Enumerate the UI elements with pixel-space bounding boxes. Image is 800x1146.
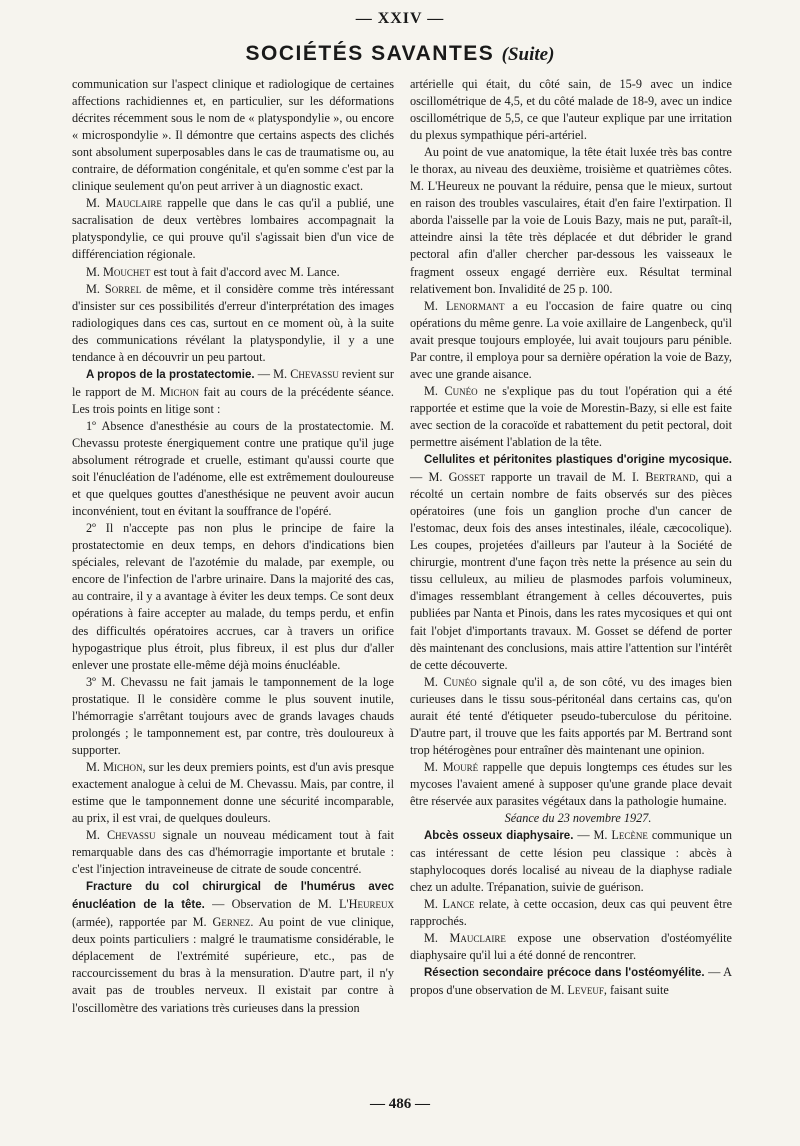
section-title-suite: (Suite) <box>501 44 555 65</box>
paragraph <box>410 451 732 674</box>
paragraph-text: est tout à fait d'accord avec M. Lance. <box>150 264 340 279</box>
left-column <box>72 76 394 1017</box>
paragraph <box>72 366 394 418</box>
paragraph-text: — M. <box>573 828 612 843</box>
author-name: M. Lenormant <box>424 298 505 313</box>
paragraph <box>72 759 394 827</box>
paragraph-text: — Observation de M. L' <box>204 897 349 912</box>
section-title <box>0 42 800 66</box>
paragraph-text: relate, à cette occasion, deux cas qui peuvent être rapprochés. <box>410 897 733 929</box>
paragraph <box>72 878 394 1016</box>
paragraph-text: fait au cours de la précédente séance. Les trois points en litige sont : <box>72 384 394 416</box>
author-name: Chevassu <box>290 366 339 381</box>
paragraph: communication sur l'aspect clinique et radiologique de certaines affections rachidiennes et, en particulier, sur les déformations décrites récemment sous le nom de « platyspondylie », ou encore « microspondylie ». Il démontre que certains aspects des clichés sont absolument superposables dans le cas de traumatisme ou, au contraire, de déformation congénitale, et qu'en somme c'est par la clinique seulement qu'on peut arriver à un diagnostic exact. <box>72 77 394 194</box>
paragraph-text: — A propos d'une observation de M. <box>410 965 733 998</box>
section-heading: A propos de la prostatectomie. <box>86 368 255 381</box>
paragraph-text: a eu l'occasion de faire quatre ou cinq opérations du même genre. La voie axillaire de Langenbeck, qu'il avait presque toujours employée, lui avait toujours paru pénible. Par contre, il employa pour sa dernière opération la voie de Bazy, avec une grande aisance. <box>410 298 732 381</box>
section-heading: Cellulites et péritonites plastiques d'origine mycosique. <box>424 454 732 467</box>
author-name: M. Mouré <box>424 759 479 774</box>
paragraph-text: signale qu'il a, de son côté, vu des images bien curieuses dans le tissu sous-péritonéal dans certains cas, qu'on aurait été tenté d'étiqueter pseudo-tuberculose du péritoine. D'autre part, il trouve que les faits apportés par M. Bertrand sont trop hétérogènes pour entraîner dès maintenant une opinion. <box>410 674 732 757</box>
author-name: Bertrand <box>645 470 696 485</box>
paragraph <box>410 298 732 383</box>
section-heading: Abcès osseux diaphysaire. <box>424 830 574 843</box>
paragraph <box>410 383 732 451</box>
paragraph <box>72 264 394 281</box>
section-title-text: SOCIÉTÉS SAVANTES <box>245 42 495 65</box>
section-heading: Résection secondaire précoce dans l'ostéomyélite. <box>424 967 705 980</box>
paragraph-text: rappelle que depuis longtemps ces études sur les mycoses l'avaient amené à supposer qu'une grande place devait être réservée aux parasites végétaux dans la pathologie humaine. <box>410 759 732 808</box>
author-name: M. Chevassu <box>86 828 156 843</box>
paragraph-text: , qui a récolté un certain nombre de faits observés sur des pièces opératoires (une fois un ganglion proche d'un cancer de l'estomac, deux fois des anses intestinales, iléale, cæcocolique). Les coupes, projetées d'ailleurs par l'auteur à la Société de chirurgie, montrent d'une façon très nette la présence au sein du tissu celluleux, au milieu de plasmodes parfois volumineux, d'images ressemblant étrangement à celles découvertes, puis publiées par Nanta et Pinois, dans les rates mycosiques et qui ont fait l'objet d'importants travaux. M. Gosset se défend de porter dès maintenant des conclusions, mais attire l'attention sur l'intérêt de cette découverte. <box>410 470 732 672</box>
author-name: Heureux <box>348 897 394 912</box>
author-name: M. Mauclaire <box>86 196 162 211</box>
paragraph-text: (armée), rapportée par M. <box>72 915 213 930</box>
paragraph <box>72 827 394 878</box>
author-name: M. Cunéo <box>424 674 477 689</box>
paragraph <box>410 896 732 930</box>
paragraph-text: . Au point de vue clinique, deux points particuliers : malgré le traumatisme considérable, le déplacement de l'extrémité supérieure, etc., pas de raccourcissement du bras à la mensuration. D'autre part, il n'y avait pas de troubles nerveux. Il existait par contre à l'oscillomètre des variations très curieuses dans la pression <box>72 915 394 1015</box>
paragraph-text: rappelle que dans le cas qu'il a publié, une sacralisation de deux vertèbres lombaires accompagnait la platyspondylie, ce qui prouve qu'il s'agissait bien d'un vice de différenciation régionale. <box>72 196 394 262</box>
paragraph <box>410 759 732 810</box>
author-name: M. Sorrel <box>86 281 142 296</box>
paragraph: 1º Absence d'anesthésie au cours de la prostatectomie. M. Chevassu proteste énergiquement contre une pratique qu'il juge absolument rétrograde et cruelle, estimant qu'aussi courte que soit l'énucléation de l'adénome, elle est extrêmement douloureuse et que quelques gouttes d'anesthésique ne peuvent avoir aucun inconvénient, tout en évitant la souffrance de l'opéré. <box>72 418 394 519</box>
section-heading: Fracture du col chirurgical de l'humérus avec énucléation de la tête. <box>72 881 394 912</box>
paragraph-text: — M. <box>410 470 449 485</box>
paragraph: 2º Il n'accepte pas non plus le principe de faire la prostatectomie en deux temps, en dehors d'indications bien spéciales, relevant de l'azotémie du malade, par exemple, ou encore de l'infection de l'arbre urinaire. Dans la majorité des cas, au contraire, il y a avantage à éviter les deux temps. Ce sont deux opérations à faire accepter au malade, du temps perdu, et enfin des difficultés opératoires accrues, car à travers un orifice hypogastrique plus étroit, plus fibreux, il est plus dur d'aller enlever une prostate elle-même déjà moins énucléable. <box>72 521 394 672</box>
author-name: M. Mauclaire <box>424 931 506 946</box>
session-date: Séance du 23 novembre 1927. <box>504 811 652 826</box>
author-name: M. Cunéo <box>424 383 478 398</box>
paragraph: artérielle qui était, du côté sain, de 15-9 avec un indice oscillométrique de 4,5, et du côté malade de 18-9, avec un indice oscillométrique de 5,5, ce que l'auteur explique par une irritation du plexus sympathique péri-artériel. <box>410 77 732 143</box>
author-name: M. Mouchet <box>86 264 151 279</box>
paragraph-text: revient sur le rapport de M. <box>72 366 394 399</box>
paragraph-text: , faisant suite <box>603 983 669 998</box>
paragraph-text: de même, et il considère comme très intéressant d'insister sur ces possibilités d'erreur d'interprétation des images radiologiques dans ces cas, surtout en ce moment où, à la suite des communications révélant la platyspondylie, il y a une tendance à en découvrir un peu partout. <box>72 281 394 364</box>
paragraph <box>410 674 732 759</box>
paragraph-text: — M. <box>254 366 291 381</box>
author-name: Gosset <box>448 470 485 485</box>
author-name: Gernez <box>212 915 251 930</box>
author-name: Leveuf <box>567 983 604 998</box>
page-number: — 486 — <box>370 1096 430 1112</box>
author-name: M. Michon <box>86 759 143 774</box>
paragraph: 3º M. Chevassu ne fait jamais le tamponnement de la loge prostatique. Il le considère comme le plus souvent inutile, l'hémorragie s'arrêtant toujours avec de grands lavages chauds prolongés ; le tamponnement est, par contre, très douloureux à supporter. <box>72 674 394 757</box>
paragraph <box>72 281 394 366</box>
paragraph-text: ne s'explique pas du tout l'opération qui a été rapportée et estime que la voie de Morestin-Bazy, si elle est faite avec section de la coracoïde et rabattement du petit pectoral, doit permettre aisément l'ablation de la tête. <box>410 383 733 449</box>
author-name: Michon <box>159 384 200 399</box>
paragraph-text: communique un cas intéressant de cette lésion peu classique : abcès à staphylocoques dorés localisé au niveau de la diaphyse radiale chez un adulte. Trépanation, suivie de guérison. <box>410 828 732 895</box>
paragraph-text: signale un nouveau médicament tout à fait remarquable dans des cas d'hémorragie importante et brutale : c'est l'injection intraveineuse de citrate de soude concentré. <box>72 828 394 877</box>
paragraph-text: , sur les deux premiers points, est d'un avis presque exactement analogue à celui de M. Chevassu. Mais, par contre, il estime que le tamponnement donne une sécurité incomparable, au prix, il est vrai, de quelques douleurs. <box>72 759 394 826</box>
right-column <box>410 76 732 1000</box>
paragraph: Au point de vue anatomique, la tête était luxée très bas contre le thorax, au niveau des deuxième, troisième et quatrièmes côtes. M. L'Heureux ne pouvant la réduire, pensa que le mieux, surtout en raison des troubles vasculaires, était d'en faire l'extirpation. Il aborda l'aisselle par la voie de Louis Bazy, mais ne put, paraît-il, atteindre ainsi la tête très déplacée et dut débrider le grand pectoral afin d'aller chercher par-dessous les vaisseaux le fragment osseux engagé derrière eux. Résultat terminal relativement bon. Invalidité de 25 p. 100. <box>410 145 732 296</box>
page-number-roman: — XXIV — <box>355 10 445 27</box>
paragraph-text: expose une observation d'ostéomyélite diaphysaire qu'il lui a été donné de rencontrer. <box>410 931 732 963</box>
paragraph-text: rapporte un travail de M. I. <box>484 470 646 485</box>
author-name: Lecène <box>611 828 648 843</box>
paragraph <box>72 195 394 263</box>
paragraph <box>410 930 732 964</box>
paragraph <box>410 827 732 896</box>
author-name: M. Lance <box>424 897 475 912</box>
paragraph <box>410 964 732 999</box>
